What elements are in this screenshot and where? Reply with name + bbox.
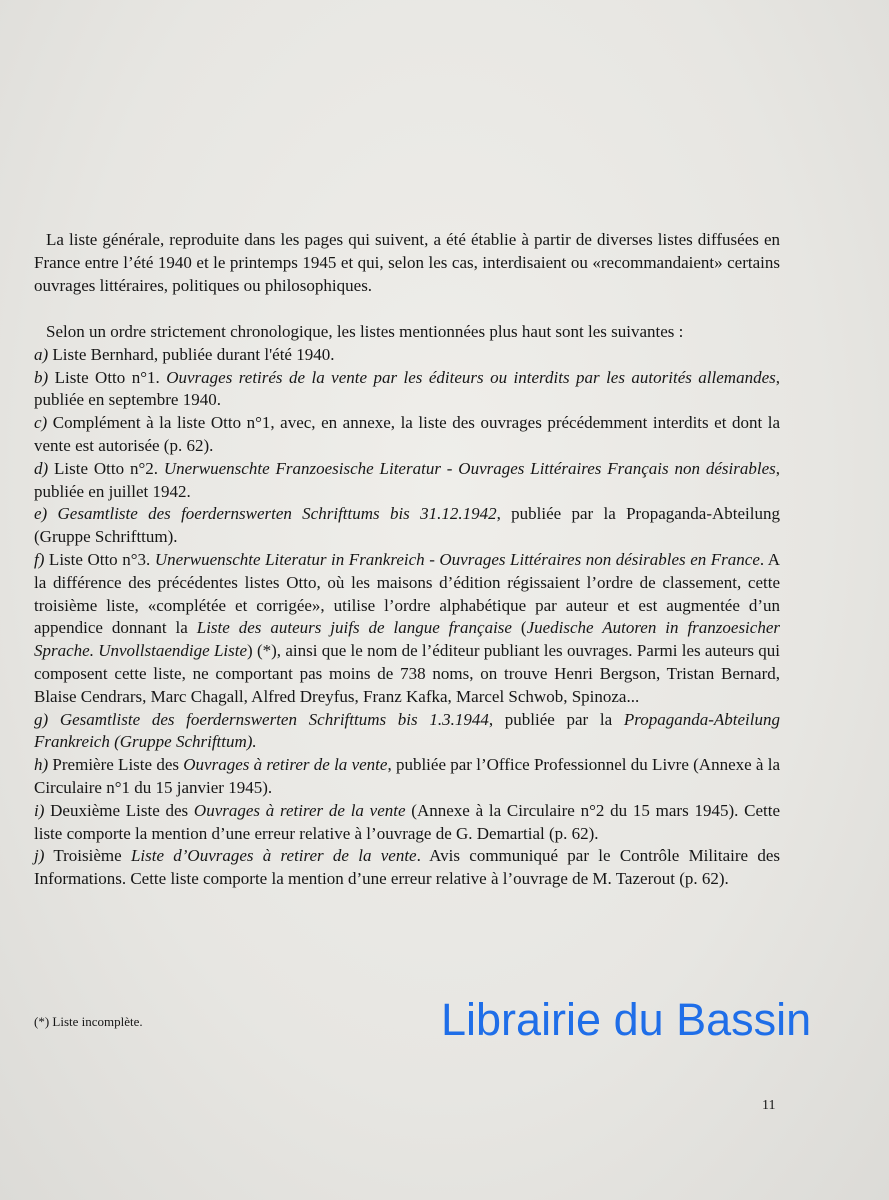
list-item [34, 458, 780, 504]
intro-paragraph: La liste générale, reproduite dans les pages qui suivent, a été établie à partir de diverses listes diffusées en France entre l’été 1940 et le printemps 1945 et qui, selon les cas, interdisaient ou «recommandaient» certains ouvrages littéraires, politiques ou philosophiques. [34, 230, 780, 295]
intro-section [34, 229, 780, 297]
chronology-lead: Selon un ordre strictement chronologique, les listes mentionnées plus haut sont les suivantes : [46, 322, 684, 341]
italic-title: Unerwuenschte Franzoesische Literatur - Ouvrages Littéraires Français non désirables [163, 458, 776, 478]
list-item-text: (Annexe à la Circulaire n°2 du 15 mars 1945). Cette liste comporte la mention d’une erreur relative à l’ouvrage de G. Demartial (p. 62). [34, 800, 780, 843]
list-item-label: a) [34, 344, 49, 364]
list-item-label: c) [34, 413, 48, 433]
italic-title: Liste des auteurs juifs de langue française [196, 618, 512, 638]
italic-title: Gesamtliste des foerdernswerten Schrifttums bis 31.12.1942 [47, 504, 497, 524]
list-item-text: Première Liste des [48, 755, 184, 775]
list-item-text: , publiée en juillet 1942. [34, 458, 780, 501]
italic-title: Gesamtliste des foerdernswerten Schrifttums bis 1.3.1944 [48, 709, 489, 729]
list-item [34, 344, 780, 367]
list-item-text: ( [511, 618, 527, 638]
list-item [34, 709, 780, 755]
list-item-text: , publiée par la [488, 709, 624, 729]
page-number: 11 [762, 1098, 776, 1113]
list-item-text: Deuxième Liste des [44, 800, 194, 820]
italic-title: Juedische Autoren in franzoesicher Sprache. Unvollstaendige Liste [34, 618, 780, 661]
list-item-label: j) [34, 846, 45, 866]
chronology-section [34, 321, 780, 891]
italic-title: Ouvrages à retirer de la vente [183, 755, 388, 775]
watermark: Librairie du Bassin [441, 994, 812, 1045]
list-entries [34, 344, 780, 891]
list-item-text: ) (*), ainsi que le nom de l’éditeur publiant les ouvrages. Parmi les auteurs qui composent cette liste, ne comportant pas moins de 738 noms, on trouve Henri Bergson, Tristan Bernard, Blaise Cendrars, Marc Chagall, Alfred Dreyfus, Franz Kafka, Marcel Schwob, Spinoza... [34, 641, 780, 706]
list-item-text: Troisième [44, 846, 131, 866]
italic-title: Unerwuenschte Literatur in Frankreich - Ouvrages Littéraires non désirables en France [154, 549, 760, 569]
list-item [34, 845, 780, 891]
italic-title: Liste d’Ouvrages à retirer de la vente [130, 846, 417, 866]
footnote: (*) Liste incomplète. [34, 1014, 143, 1029]
italic-title: Propaganda-Abteilung Frankreich (Gruppe Schrifttum). [34, 709, 781, 752]
list-item-text: , publiée par l’Office Professionnel du Livre (Annexe à la Circulaire n°1 du 15 janvier 1945). [34, 755, 781, 797]
list-item [34, 754, 780, 800]
list-item-label: h) [34, 755, 49, 775]
list-item-label: d) [34, 458, 49, 478]
list-item-text: Liste Otto n°2. [48, 458, 164, 478]
list-item-text: . Avis communiqué par le Contrôle Militaire des Informations. Cette liste comporte la mention d’une erreur relative à l’ouvrage de M. Tazerout (p. 62). [34, 846, 780, 889]
list-item-label: b) [34, 367, 49, 387]
list-item [34, 503, 780, 549]
list-item-text: , publiée par la Propaganda-Abteilung (Gruppe Schrifttum). [34, 504, 780, 547]
list-item-text: , publiée en septembre 1940. [34, 367, 780, 410]
list-item-text: . A la différence des précédentes listes Otto, où les maisons d’édition régissaient l’ordre de classement, cette troisième liste, «complétée et corrigée», utilise l’ordre alphabétique par auteur et est augmentée d’un appendice donnant la [34, 549, 781, 638]
list-item-label: i) [34, 800, 45, 820]
list-item-label: f) [34, 549, 45, 569]
list-item-text: Liste Otto n°1. [48, 367, 167, 387]
list-item [34, 549, 780, 709]
list-item-text: Complément à la liste Otto n°1, avec, en annexe, la liste des ouvrages précédemment interdits et dont la vente est autorisée (p. 62). [34, 413, 780, 455]
list-item [34, 800, 780, 846]
list-item-text: Liste Otto n°3. [44, 549, 155, 569]
list-item [34, 412, 780, 458]
list-item-label: e) [34, 504, 48, 524]
italic-title: Ouvrages retirés de la vente par les éditeurs ou interdits par les autorités allemandes [166, 367, 776, 387]
list-item-label: g) [34, 709, 49, 729]
list-item-text: Liste Bernhard, publiée durant l'été 1940. [48, 344, 335, 364]
italic-title: Ouvrages à retirer de la vente [193, 800, 406, 820]
list-item [34, 367, 780, 413]
